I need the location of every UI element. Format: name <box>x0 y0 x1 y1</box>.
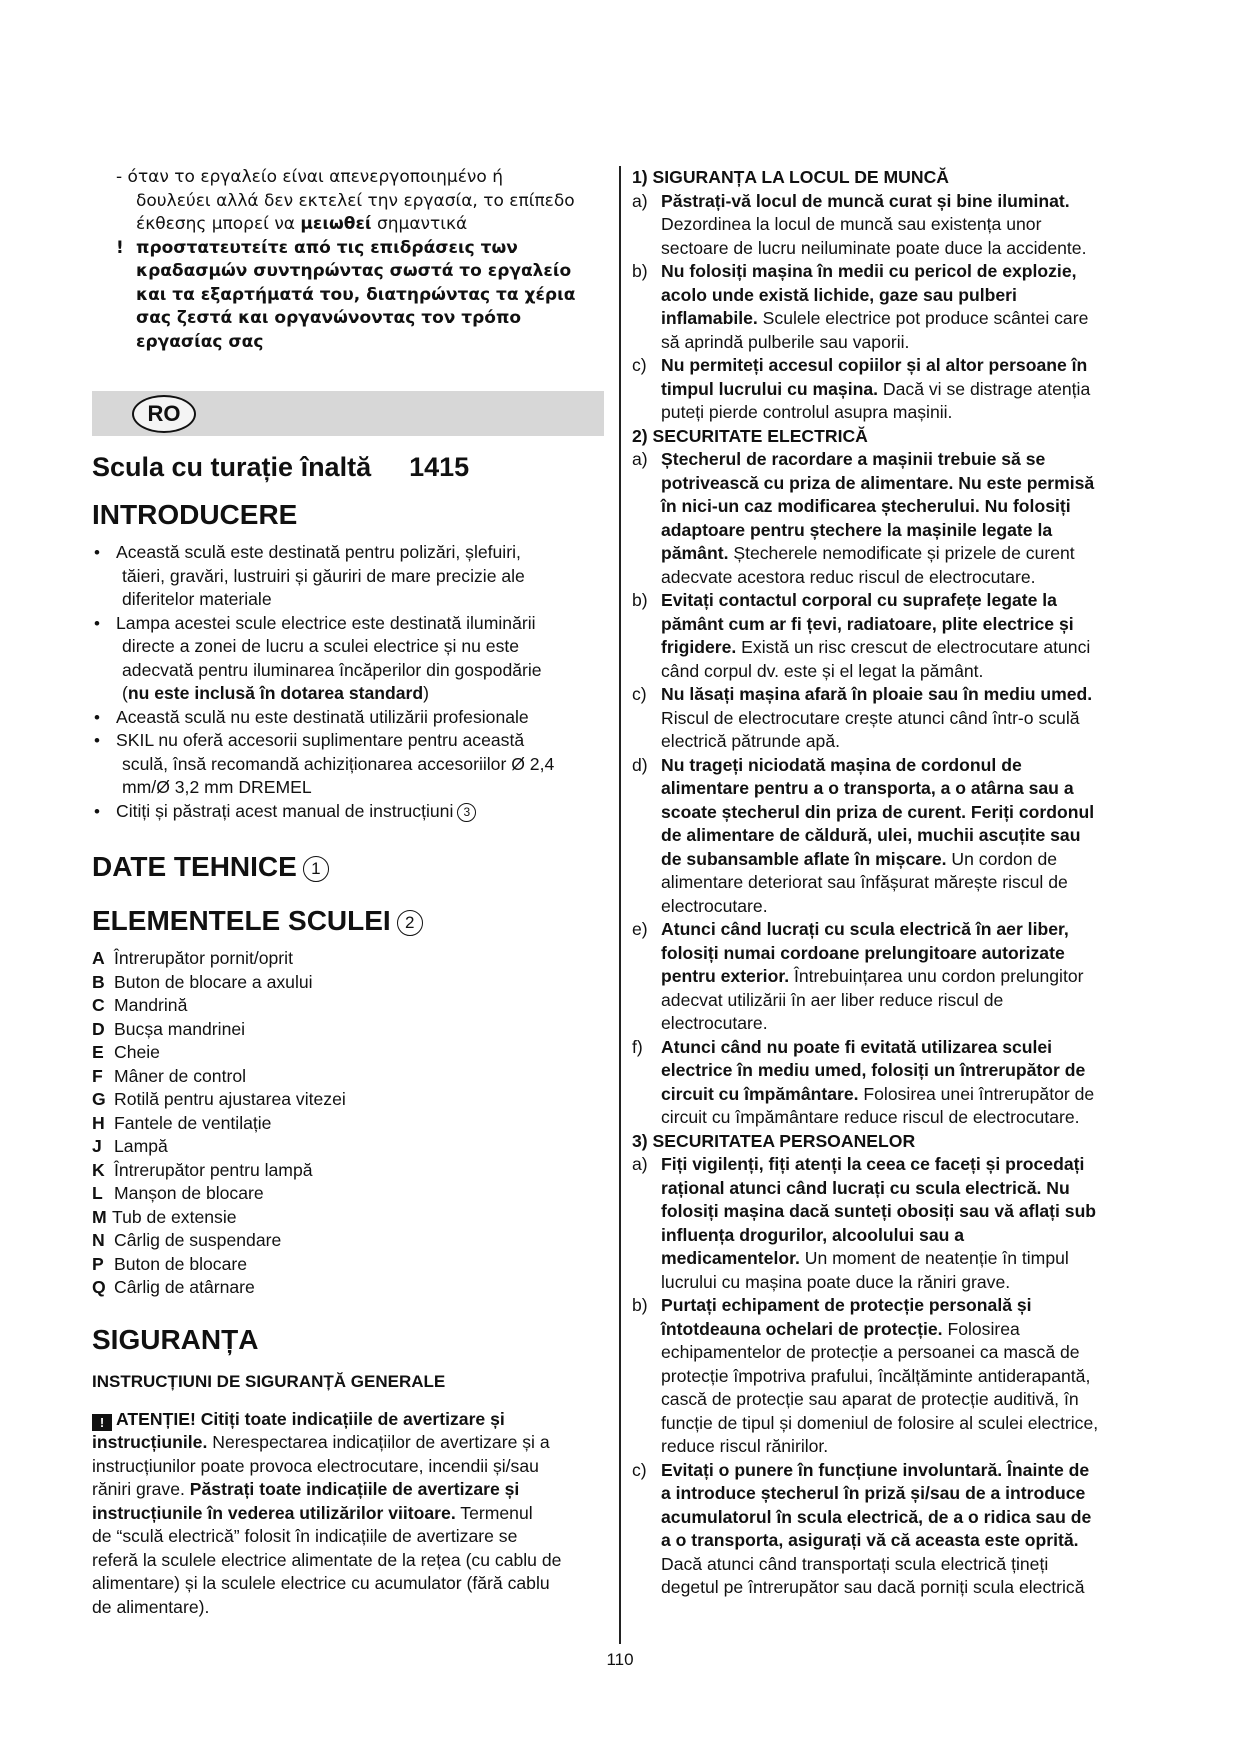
greek-warn-line: και τα εξαρτήματά του, διατηρώντας τα χέρια <box>136 284 576 305</box>
greek-warning <box>116 237 604 355</box>
list-item: P Buton de blocare <box>92 1253 248 1274</box>
left-column-main <box>92 452 604 1619</box>
rule-item: c) Nu permiteți accesul copiilor și al altor persoane în timpul lucrului cu mașina. Dacă vi se distrage atenția puteți pierde controlul asupra mașinii. <box>632 355 1091 422</box>
figure-ref-icon: 1 <box>303 856 329 882</box>
product-model: 1415 <box>409 452 470 482</box>
bullet-line: • Această sculă este destinată pentru polizări, șlefuiri, <box>116 542 521 562</box>
greek-line: έκθεσης μπορεί να μειωθεί σημαντικά <box>136 214 468 234</box>
para-line: ! ATENȚIE! Citiți toate indicațiile de avertizare și <box>92 1408 604 1432</box>
para-line: de alimentare). <box>92 1596 210 1617</box>
list-item: F Mâner de control <box>92 1065 247 1086</box>
bullet-line: • Citiți și păstrați acest manual de instrucțiuni 3 <box>116 800 604 824</box>
right-column <box>632 166 1147 1600</box>
list-item <box>92 729 604 800</box>
rule-item: a) Ștecherul de racordare a mașinii trebuie să se potrivească cu priza de alimentare. Nu este permisă în nici-un caz modificarea ștecherului. Nu folosiți adaptoare pentru ștechere la mașinile legate la pământ. Ștecherele nemodificate și prizele de curent adecvate acestora reduc riscul de electrocutare. <box>632 449 1095 587</box>
list-item <box>92 706 604 730</box>
language-badge: RO <box>132 395 196 433</box>
language-bar <box>92 391 604 436</box>
product-title <box>92 452 604 483</box>
rule-item: b) Nu folosiți mașina în medii cu pericol de explozie, acolo unde există lichide, gaze sau pulberi inflamabile. Sculele electrice pot produce scântei care să aprindă pulberile sau vaporii. <box>632 261 1089 352</box>
list-item: H Fantele de ventilație <box>92 1112 272 1133</box>
list-item: G Rotilă pentru ajustarea vitezei <box>92 1089 346 1109</box>
list-item: N Cârlig de suspendare <box>92 1230 282 1250</box>
left-column <box>92 166 604 354</box>
figure-ref-icon: 3 <box>457 803 476 822</box>
section-heading: 2) SECURITATE ELECTRICĂ <box>632 425 868 446</box>
safety-heading: SIGURANȚA <box>92 1323 259 1355</box>
rule-item: d) Nu trageți niciodată mașina de cordonul de alimentare pentru a o transporta, a o atârna sau a scoate ștecherul din priza de curent. Feriți cordonul de alimentare de căldură, ulei, muchii ascuțite sau de subansamble aflate în mișcare. Un cordon de alimentare deteriorat sau înfășurat mărește riscul de electrocutare. <box>632 754 1095 916</box>
bullet-line: sculă, însă recomandă achiziționarea accesoriilor Ø 2,4 <box>122 753 555 774</box>
rule-item: e) Atunci când lucrați cu scula electrică în aer liber, folosiți numai cordoane prelungitoare autorizate pentru exterior. Întrebuințarea unu cordon prelungitor adecvat utilizării în aer liber reduce riscul de electrocutare. <box>632 919 1084 1033</box>
section-heading: 3) SECURITATEA PERSOANELOR <box>632 1130 916 1151</box>
rule-item: f) Atunci când nu poate fi evitată utilizarea sculei electrice în mediu umed, folosiți un întrerupător de circuit cu împământare. Folosirea unei întrerupător de circuit cu împământare reduce riscul de electrocutare. <box>632 1036 1095 1127</box>
rule-item: b) Purtați echipament de protecție personală și întotdeauna ochelari de protecție. Folosirea echipamentelor de protecție a persoanei ca mască de protecție împotriva prafului, încălțăminte antiderapantă, cască de protecție sau aparat de protecție auditivă, în funcție de tipul și domeniul de folosire al sculei electrice, reduce riscul rănirilor. <box>632 1295 1099 1456</box>
safety-subheading: INSTRUCȚIUNI DE SIGURANȚĂ GENERALE <box>92 1371 446 1391</box>
elements-heading: ELEMENTELE SCULEI 2 <box>92 905 604 937</box>
safety-general-paragraph <box>92 1408 604 1620</box>
list-item: D Bucșa mandrinei <box>92 1018 246 1039</box>
para-line: de “sculă electrică” folosit în indicațiile de avertizare se <box>92 1526 518 1546</box>
list-item: L Manșon de blocare <box>92 1183 264 1203</box>
greek-continuation <box>92 166 604 354</box>
intro-heading: INTRODUCERE <box>92 499 298 530</box>
list-item: A Întrerupător pornit/oprit <box>92 948 293 968</box>
bullet-line: mm/Ø 3,2 mm DREMEL <box>122 777 312 797</box>
list-item <box>92 541 604 612</box>
page-number: 110 <box>606 1650 634 1669</box>
list-item: B Buton de blocare a axului <box>92 971 313 992</box>
bullet-line: directe a zonei de lucru a sculei electrice și nu este <box>122 636 520 656</box>
bullet-line: • Această sculă nu este destinată utilizării profesionale <box>116 706 529 727</box>
list-item <box>92 612 604 706</box>
rule-item: a) Fiți vigilenți, fiți atenți la ceea ce faceți și procedați rațional atunci când lucrați cu scula electrică. Nu folosiți mașina dacă sunteți obosiți sau vă aflați sub influența drogurilor, alcoolului sau a medicamentelor. Un moment de neatenție în timpul lucrului cu mașina poate duce la răniri grave. <box>632 1154 1097 1292</box>
para-line: instrucțiunile. Nerespectarea indicațiilor de avertizare și a <box>92 1432 550 1452</box>
greek-warn-line: σας ζεστά και οργανώνοντας τον τρόπο <box>136 308 522 328</box>
intro-bullets <box>92 541 604 823</box>
list-item: C Mandrină <box>92 995 188 1015</box>
list-item: Q Cârlig de atârnare <box>92 1277 255 1297</box>
warning-mark: ! <box>116 237 124 258</box>
section-heading: 1) SIGURANȚA LA LOCUL DE MUNCĂ <box>632 167 950 187</box>
bullet-line: adecvată pentru iluminarea încăperilor din gospodărie <box>122 659 542 680</box>
para-line: răniri grave. Păstrați toate indicațiile de avertizare și <box>92 1479 520 1499</box>
para-line: alimentare) și la sculele electrice cu acumulator (fără cablu <box>92 1573 550 1593</box>
elements-list <box>92 947 604 1300</box>
bullet-line: diferitelor materiale <box>122 589 272 609</box>
bullet-line: • SKIL nu oferă accesorii suplimentare pentru această <box>116 730 525 750</box>
tech-heading: DATE TEHNICE 1 <box>92 851 604 883</box>
figure-ref-icon: 2 <box>397 910 423 936</box>
greek-warn-line: προστατευτείτε από τις επιδράσεις των <box>136 237 518 258</box>
para-line: instrucțiunile în vederea utilizărilor viitoare. Termenul <box>92 1502 533 1523</box>
product-name: Scula cu turație înaltă <box>92 452 372 482</box>
rule-item: a) Păstrați-vă locul de muncă curat și bine iluminat. Dezordinea la locul de muncă sau existența unor sectoare de lucru neiluminate poate duce la accidente. <box>632 190 1087 258</box>
para-line: referă la sculele electrice alimentate de la rețea (cu cablu de <box>92 1549 562 1570</box>
rule-item: c) Nu lăsați mașina afară în ploaie sau în mediu umed. Riscul de electrocutare crește atunci când într-o sculă electrică pătrunde apă. <box>632 684 1093 751</box>
list-item: J Lampă <box>92 1136 168 1156</box>
warning-triangle-icon: ! <box>92 1414 112 1431</box>
list-item <box>92 800 604 824</box>
list-item: E Cheie <box>92 1042 160 1062</box>
bullet-line: tăieri, gravări, lustruiri și găuriri de mare precizie ale <box>122 565 525 586</box>
greek-line: - όταν το εργαλείο είναι απενεργοποιημένο ή <box>116 167 503 187</box>
rule-item: c) Evitați o punere în funcțiune involuntară. Înainte de a introduce ștecherul în priză și/sau de a introduce acumulatorul în scula electrică, de a o ridica sau de a o transporta, asigurați vă că aceasta este oprită. Dacă atunci când transportați scula electrică țineți degetul pe întrerupător sau dacă porniți scula electrică <box>632 1459 1092 1597</box>
rule-item: b) Evitați contactul corporal cu suprafețe legate la pământ cum ar fi țevi, radiatoare, plite electrice și frigidere. Există un risc crescut de electrocutare atunci când corpul dv. este și el legat la pământ. <box>632 590 1091 681</box>
bullet-line: • Lampa acestei scule electrice este destinată iluminării <box>116 612 536 633</box>
list-item: K Întrerupător pentru lampă <box>92 1159 313 1180</box>
para-line: instrucțiunilor poate provoca electrocutare, incendii și/sau <box>92 1455 539 1476</box>
column-divider <box>619 166 621 1644</box>
greek-warn-line: κραδασμών συντηρώντας σωστά το εργαλείο <box>136 261 572 281</box>
greek-line: δουλεύει αλλά δεν εκτελεί την εργασία, το επίπεδο <box>136 190 575 211</box>
bullet-line: (nu este inclusă în dotarea standard) <box>122 683 429 703</box>
list-item: M Tub de extensie <box>92 1206 237 1227</box>
greek-warn-line: εργασίας σας <box>136 331 264 352</box>
